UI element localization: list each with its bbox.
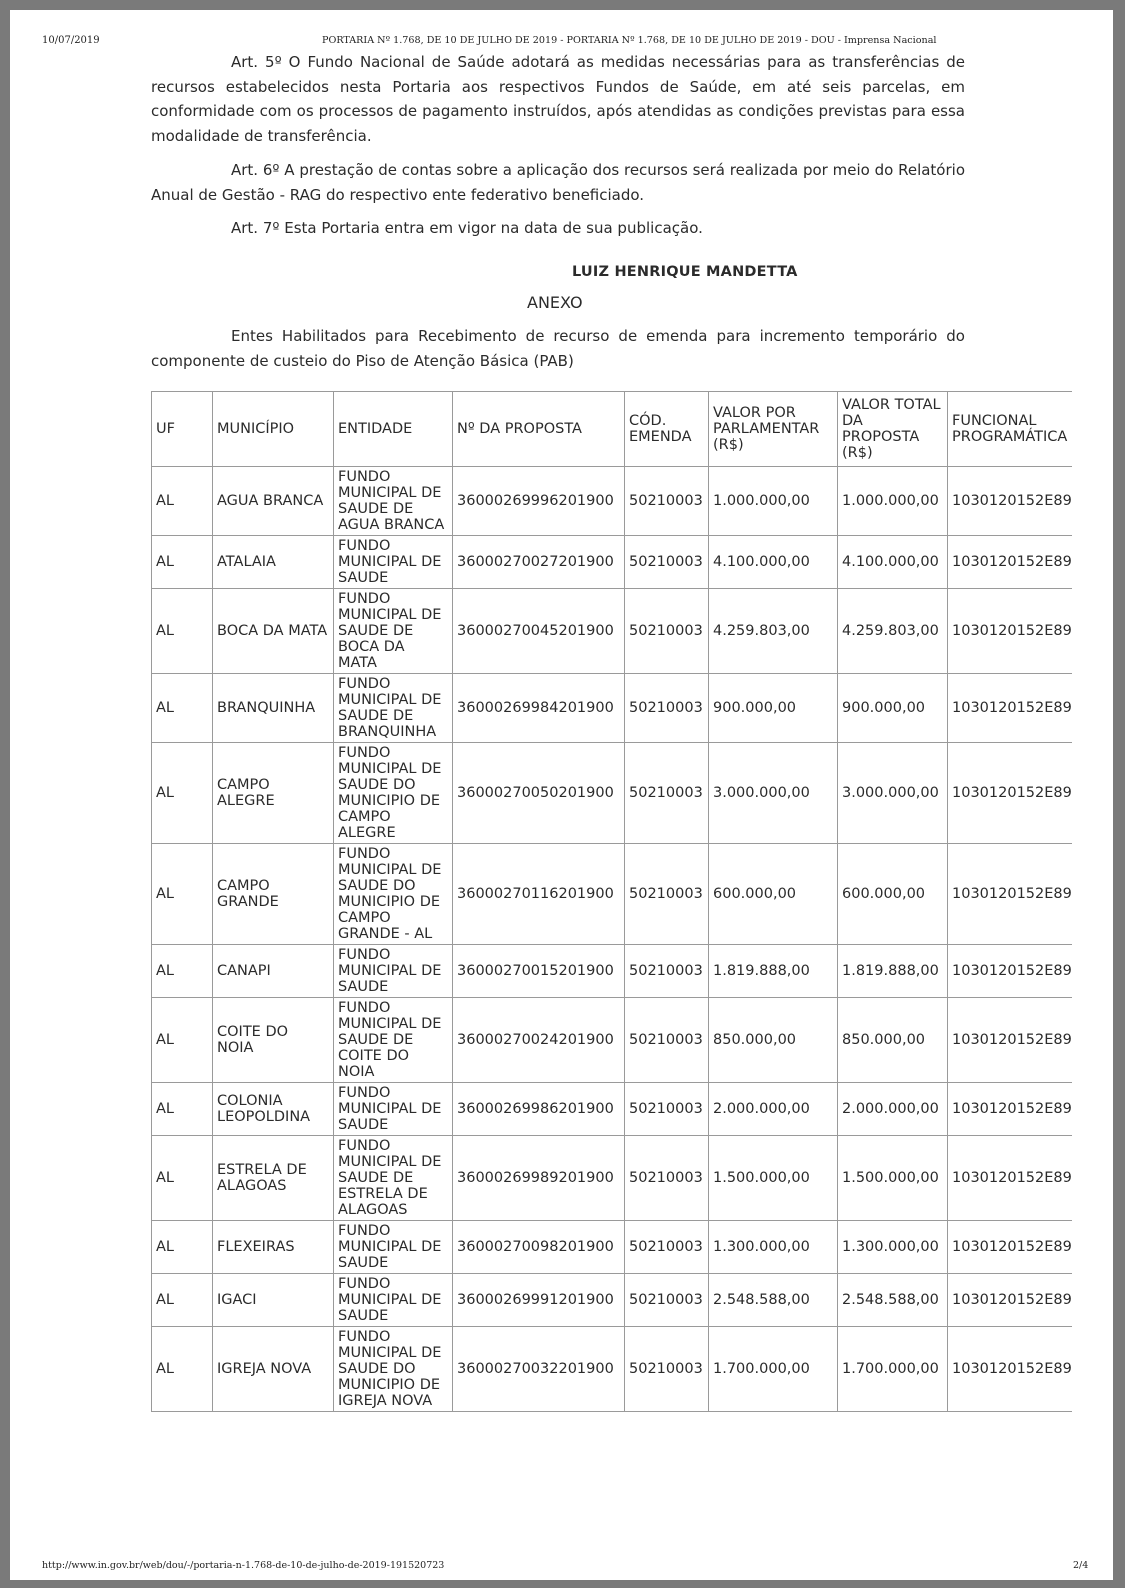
cell-entidade: FUNDO MUNICIPAL DE SAUDE xyxy=(334,536,453,589)
cell-cod-emenda: 50210003 xyxy=(625,674,709,743)
cell-uf: AL xyxy=(152,536,213,589)
cell-valor-total: 2.548.588,00 xyxy=(838,1274,948,1327)
document-page xyxy=(10,10,1113,1580)
cell-valor-total: 600.000,00 xyxy=(838,844,948,945)
cell-cod-emenda: 50210003 xyxy=(625,536,709,589)
cell-municipio: ESTRELA DE ALAGOAS xyxy=(213,1136,334,1221)
cell-municipio: BOCA DA MATA xyxy=(213,589,334,674)
cell-uf: AL xyxy=(152,1083,213,1136)
cell-valor-parlamentar: 1.300.000,00 xyxy=(709,1221,838,1274)
header-valor-total: VALOR TOTAL DA PROPOSTA (R$) xyxy=(838,392,948,467)
cell-valor-total: 1.700.000,00 xyxy=(838,1327,948,1412)
cell-valor-total: 4.259.803,00 xyxy=(838,589,948,674)
cell-funcional: 1030120152E89 xyxy=(948,1221,1073,1274)
cell-uf: AL xyxy=(152,743,213,844)
print-date: 10/07/2019 xyxy=(42,35,100,46)
table-row xyxy=(152,945,1073,998)
cell-funcional: 1030120152E89 xyxy=(948,674,1073,743)
cell-valor-parlamentar: 900.000,00 xyxy=(709,674,838,743)
header-municipio: MUNICÍPIO xyxy=(213,392,334,467)
cell-funcional: 1030120152E89 xyxy=(948,945,1073,998)
cell-valor-total: 3.000.000,00 xyxy=(838,743,948,844)
cell-cod-emenda: 50210003 xyxy=(625,589,709,674)
cell-cod-emenda: 50210003 xyxy=(625,844,709,945)
cell-entidade: FUNDO MUNICIPAL DE SAUDE xyxy=(334,1274,453,1327)
cell-proposta: 36000270098201900 xyxy=(453,1221,625,1274)
cell-proposta: 36000270050201900 xyxy=(453,743,625,844)
table-row xyxy=(152,998,1073,1083)
cell-cod-emenda: 50210003 xyxy=(625,1274,709,1327)
cell-valor-total: 850.000,00 xyxy=(838,998,948,1083)
cell-proposta: 36000269986201900 xyxy=(453,1083,625,1136)
article-7: Art. 7º Esta Portaria entra em vigor na data de sua publicação. xyxy=(231,219,703,237)
cell-cod-emenda: 50210003 xyxy=(625,1221,709,1274)
cell-valor-parlamentar: 600.000,00 xyxy=(709,844,838,945)
footer-page-number: 2/4 xyxy=(1073,1560,1089,1571)
cell-valor-total: 4.100.000,00 xyxy=(838,536,948,589)
cell-proposta: 36000269989201900 xyxy=(453,1136,625,1221)
cell-funcional: 1030120152E89 xyxy=(948,1327,1073,1412)
cell-cod-emenda: 50210003 xyxy=(625,1083,709,1136)
cell-entidade: FUNDO MUNICIPAL DE SAUDE DE AGUA BRANCA xyxy=(334,467,453,536)
cell-uf: AL xyxy=(152,589,213,674)
cell-uf: AL xyxy=(152,844,213,945)
table-row xyxy=(152,589,1073,674)
cell-entidade: FUNDO MUNICIPAL DE SAUDE xyxy=(334,945,453,998)
footer-url: http://www.in.gov.br/web/dou/-/portaria-n-1.768-de-10-de-julho-de-2019-191520723 xyxy=(42,1560,445,1571)
annex-table-body xyxy=(152,467,1073,1412)
cell-entidade: FUNDO MUNICIPAL DE SAUDE DO MUNICIPIO DE CAMPO ALEGRE xyxy=(334,743,453,844)
cell-entidade: FUNDO MUNICIPAL DE SAUDE xyxy=(334,1221,453,1274)
header-uf: UF xyxy=(152,392,213,467)
cell-entidade: FUNDO MUNICIPAL DE SAUDE DE COITE DO NOIA xyxy=(334,998,453,1083)
cell-proposta: 36000270027201900 xyxy=(453,536,625,589)
table-row xyxy=(152,1274,1073,1327)
cell-proposta: 36000269996201900 xyxy=(453,467,625,536)
cell-cod-emenda: 50210003 xyxy=(625,1136,709,1221)
cell-funcional: 1030120152E89 xyxy=(948,1274,1073,1327)
cell-valor-parlamentar: 1.700.000,00 xyxy=(709,1327,838,1412)
article-5: Art. 5º O Fundo Nacional de Saúde adotará as medidas necessárias para as transferências de recursos estabelecidos nesta Portaria aos respectivos Fundos de Saúde, em até seis parcelas, em conformidade com os processos de pagamento instruídos, após atendidas as condições previstas para essa modalidade de transferência. xyxy=(151,53,965,145)
cell-valor-parlamentar: 1.819.888,00 xyxy=(709,945,838,998)
cell-uf: AL xyxy=(152,1274,213,1327)
cell-entidade: FUNDO MUNICIPAL DE SAUDE DO MUNICIPIO DE IGREJA NOVA xyxy=(334,1327,453,1412)
annex-title: ANEXO xyxy=(527,293,583,312)
cell-municipio: COLONIA LEOPOLDINA xyxy=(213,1083,334,1136)
cell-valor-total: 1.300.000,00 xyxy=(838,1221,948,1274)
table-row xyxy=(152,536,1073,589)
cell-valor-total: 2.000.000,00 xyxy=(838,1083,948,1136)
cell-proposta: 36000270024201900 xyxy=(453,998,625,1083)
cell-entidade: FUNDO MUNICIPAL DE SAUDE DO MUNICIPIO DE CAMPO GRANDE - AL xyxy=(334,844,453,945)
cell-proposta: 36000270045201900 xyxy=(453,589,625,674)
cell-valor-parlamentar: 4.259.803,00 xyxy=(709,589,838,674)
cell-municipio: CAMPO GRANDE xyxy=(213,844,334,945)
cell-uf: AL xyxy=(152,998,213,1083)
cell-valor-total: 1.819.888,00 xyxy=(838,945,948,998)
cell-proposta: 36000270116201900 xyxy=(453,844,625,945)
cell-municipio: IGACI xyxy=(213,1274,334,1327)
cell-funcional: 1030120152E89 xyxy=(948,743,1073,844)
cell-uf: AL xyxy=(152,467,213,536)
cell-municipio: AGUA BRANCA xyxy=(213,467,334,536)
cell-valor-parlamentar: 2.548.588,00 xyxy=(709,1274,838,1327)
cell-proposta: 36000270032201900 xyxy=(453,1327,625,1412)
signer-name: LUIZ HENRIQUE MANDETTA xyxy=(572,264,798,280)
cell-uf: AL xyxy=(152,674,213,743)
table-row xyxy=(152,1327,1073,1412)
cell-cod-emenda: 50210003 xyxy=(625,467,709,536)
cell-valor-total: 1.000.000,00 xyxy=(838,467,948,536)
annex-table xyxy=(151,391,1072,1412)
cell-municipio: ATALAIA xyxy=(213,536,334,589)
cell-valor-total: 900.000,00 xyxy=(838,674,948,743)
cell-municipio: COITE DO NOIA xyxy=(213,998,334,1083)
cell-municipio: IGREJA NOVA xyxy=(213,1327,334,1412)
cell-funcional: 1030120152E89 xyxy=(948,998,1073,1083)
header-funcional: FUNCIONAL PROGRAMÁTICA xyxy=(948,392,1073,467)
cell-proposta: 36000270015201900 xyxy=(453,945,625,998)
cell-cod-emenda: 50210003 xyxy=(625,1327,709,1412)
annex-table-viewport xyxy=(10,10,1072,1580)
cell-uf: AL xyxy=(152,1327,213,1412)
table-row xyxy=(152,844,1073,945)
header-proposta: Nº DA PROPOSTA xyxy=(453,392,625,467)
cell-uf: AL xyxy=(152,1221,213,1274)
cell-funcional: 1030120152E89 xyxy=(948,1136,1073,1221)
cell-uf: AL xyxy=(152,945,213,998)
cell-uf: AL xyxy=(152,1136,213,1221)
cell-valor-total: 1.500.000,00 xyxy=(838,1136,948,1221)
print-header-title: PORTARIA Nº 1.768, DE 10 DE JULHO DE 2019 - PORTARIA Nº 1.768, DE 10 DE JULHO DE 2019 - DOU - Imprensa Nacional xyxy=(322,35,937,46)
table-row xyxy=(152,467,1073,536)
cell-municipio: BRANQUINHA xyxy=(213,674,334,743)
table-header-row xyxy=(152,392,1073,467)
cell-cod-emenda: 50210003 xyxy=(625,743,709,844)
cell-cod-emenda: 50210003 xyxy=(625,945,709,998)
cell-valor-parlamentar: 4.100.000,00 xyxy=(709,536,838,589)
table-row xyxy=(152,743,1073,844)
cell-valor-parlamentar: 850.000,00 xyxy=(709,998,838,1083)
header-valor-parlamentar: VALOR POR PARLAMENTAR (R$) xyxy=(709,392,838,467)
cell-funcional: 1030120152E89 xyxy=(948,844,1073,945)
cell-funcional: 1030120152E89 xyxy=(948,1083,1073,1136)
cell-entidade: FUNDO MUNICIPAL DE SAUDE DE BOCA DA MATA xyxy=(334,589,453,674)
cell-proposta: 36000269991201900 xyxy=(453,1274,625,1327)
cell-municipio: FLEXEIRAS xyxy=(213,1221,334,1274)
article-6: Art. 6º A prestação de contas sobre a aplicação dos recursos será realizada por meio do Relatório Anual de Gestão - RAG do respectivo ente federativo beneficiado. xyxy=(151,161,965,204)
cell-municipio: CANAPI xyxy=(213,945,334,998)
table-row xyxy=(152,1136,1073,1221)
table-row xyxy=(152,1083,1073,1136)
cell-valor-parlamentar: 2.000.000,00 xyxy=(709,1083,838,1136)
cell-funcional: 1030120152E89 xyxy=(948,589,1073,674)
cell-valor-parlamentar: 1.500.000,00 xyxy=(709,1136,838,1221)
cell-valor-parlamentar: 1.000.000,00 xyxy=(709,467,838,536)
cell-municipio: CAMPO ALEGRE xyxy=(213,743,334,844)
annex-intro: Entes Habilitados para Recebimento de recurso de emenda para incremento temporário do componente de custeio do Piso de Atenção Básica (PAB) xyxy=(151,327,965,370)
header-cod-emenda: CÓD. EMENDA xyxy=(625,392,709,467)
cell-entidade: FUNDO MUNICIPAL DE SAUDE xyxy=(334,1083,453,1136)
table-row xyxy=(152,1221,1073,1274)
table-row xyxy=(152,674,1073,743)
cell-proposta: 36000269984201900 xyxy=(453,674,625,743)
cell-valor-parlamentar: 3.000.000,00 xyxy=(709,743,838,844)
cell-entidade: FUNDO MUNICIPAL DE SAUDE DE BRANQUINHA xyxy=(334,674,453,743)
cell-entidade: FUNDO MUNICIPAL DE SAUDE DE ESTRELA DE ALAGOAS xyxy=(334,1136,453,1221)
cell-funcional: 1030120152E89 xyxy=(948,467,1073,536)
cell-funcional: 1030120152E89 xyxy=(948,536,1073,589)
cell-cod-emenda: 50210003 xyxy=(625,998,709,1083)
header-entidade: ENTIDADE xyxy=(334,392,453,467)
